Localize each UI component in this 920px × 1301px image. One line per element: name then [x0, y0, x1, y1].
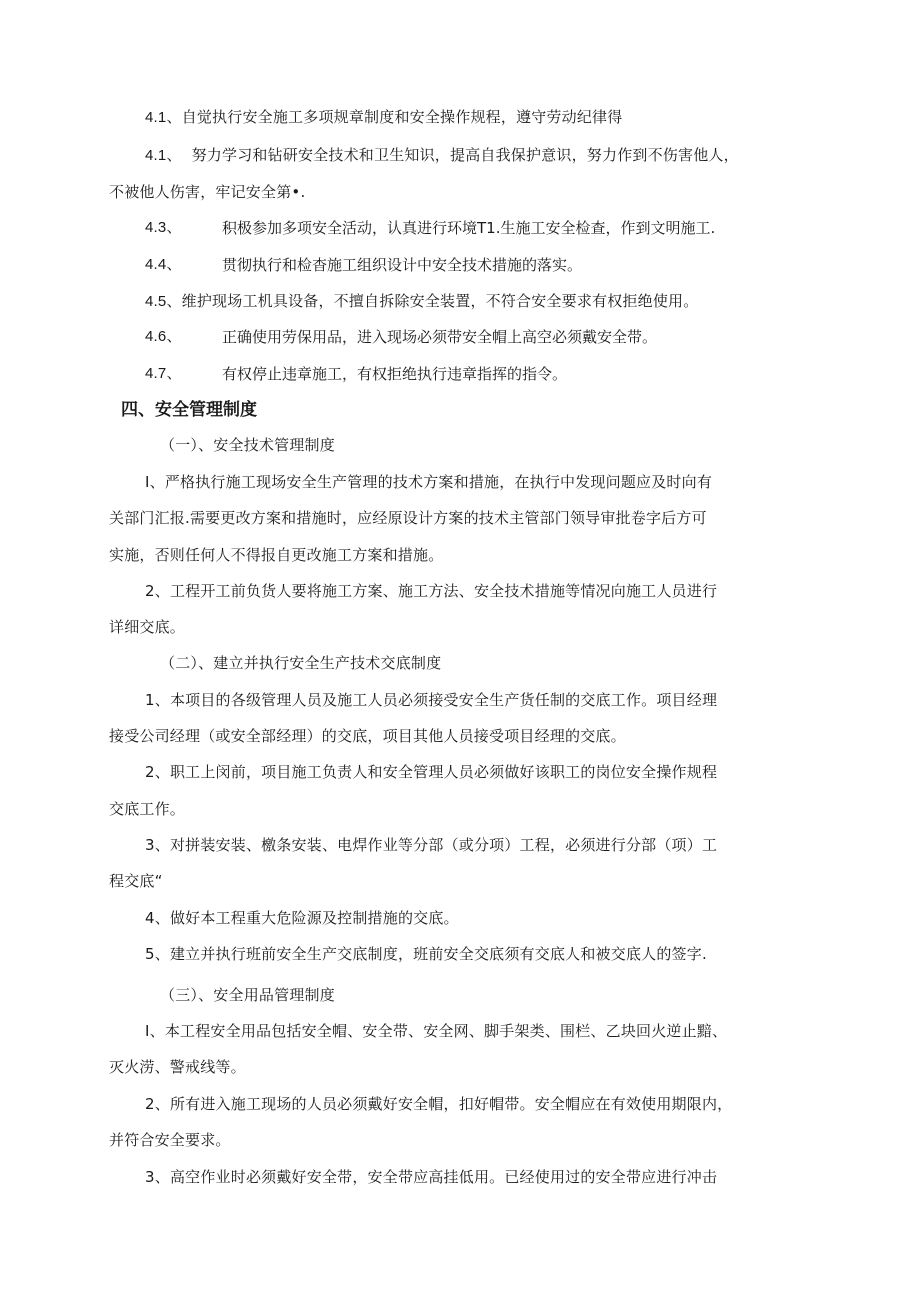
sub2-title: （二）、建立并执行安全生产技术交底制度 [160, 654, 442, 672]
duty-4-6-num: 4.6、 [145, 328, 182, 345]
sub2-item1-line2: 接受公司经理（或安全部经理）的交底，项目其他人员接受项目经理的交底。 [109, 727, 626, 745]
sub3-item2-line1: 2、所有进入施工现场的人员必须戴好安全帽，扣好帽带。安全帽应在有效使用期限内， [145, 1095, 733, 1113]
sub1-item1-line2: 关部门汇报.需要更改方案和措施时，应经原设计方案的技术主管部门领导审批卷字后方可 [109, 509, 707, 527]
duty-4-4-num: 4.4、 [145, 256, 182, 273]
sub2-item5-line1: 5、建立并执行班前安全生产交底制度，班前安全交底须有交底人和被交底人的签字. [145, 945, 707, 963]
sub2-item2-line1: 2、职工上闵前，项目施工负责人和安全管理人员必须做好该职工的岗位安全操作规程 [145, 763, 718, 781]
sub2-item3-line2: 程交底“ [109, 872, 163, 890]
sub3-item1-line1: I、本工程安全用品包括安全帽、安全带、安全网、脚手架类、围栏、乙块回火逆止黯、 [145, 1022, 728, 1040]
sub1-item2-line1: 2、工程开工前负货人要将施工方案、施工方法、安全技术措施等情况向施工人员进行 [145, 582, 718, 600]
duty-4-1b-cont: 不被他人伤害，牢记安全第•. [109, 183, 306, 201]
duty-4-1b: 4.1、 努力学习和钻研安全技术和卫生知识，提高自我保护意识，努力作到不伤害他人， [145, 146, 739, 164]
duty-4-6-text: 正确使用劳保用品，进入现场必须带安全帽上高空必须戴安全带。 [222, 328, 658, 346]
section-heading: 四、安全管理制度 [121, 400, 257, 420]
duty-4-7-text: 有权停止违章施工，有权拒绝执行违章指挥的指令。 [222, 365, 568, 383]
sub3-title: （三）、安全用品管理制度 [160, 986, 335, 1004]
sub2-item4-line1: 4、做好本工程重大危险源及控制措施的交底。 [145, 909, 459, 927]
duty-4-1a: 4.1、自觉执行安全施工多项规章制度和安全操作规程，遵守劳动纪律得 [145, 108, 623, 126]
sub1-item1-line1: I、严格执行施工现场安全生产管理的技术方案和措施，在执行中发现问题应及时向有 [145, 473, 713, 491]
duty-4-7-num: 4.7、 [145, 365, 182, 382]
sub2-item3-line1: 3、对拼装安装、檄条安装、电焊作业等分部（或分项）工程，必须进行分部（项）工 [145, 836, 718, 854]
sub3-item3-line1: 3、高空作业时必须戴好安全带，安全带应高挂低用。已经使用过的安全带应进行冲击 [145, 1168, 718, 1186]
duty-4-4-text: 贯彻执行和检杳施工组织设计中安全技术措施的落实。 [222, 256, 583, 274]
sub1-item1-line3: 实施，否则任何人不得报自更改施工方案和措施。 [109, 546, 444, 564]
sub1-title: （一）、安全技术管理制度 [160, 436, 335, 454]
sub3-item1-line2: 灭火涝、警戒线等。 [109, 1058, 246, 1076]
sub2-item2-line2: 交底工作。 [109, 800, 186, 818]
sub1-item2-line2: 详细交底。 [109, 618, 186, 636]
duty-4-5: 4.5、维护现场工机具设备，不擅自拆除安全装置，不符合安全要求有权拒绝使用。 [145, 292, 699, 310]
sub2-item1-line1: 1、本项目的各级管理人员及施工人员必须接受安全生产货任制的交底工作。项目经理 [145, 691, 718, 709]
duty-4-3-text: 积极参加多项安全活动，认真进行环境T1.生施工安全检查，作到文明施工. [222, 219, 716, 237]
sub3-item2-line2: 并符合安全要求。 [109, 1131, 231, 1149]
duty-4-3-num: 4.3、 [145, 219, 182, 236]
